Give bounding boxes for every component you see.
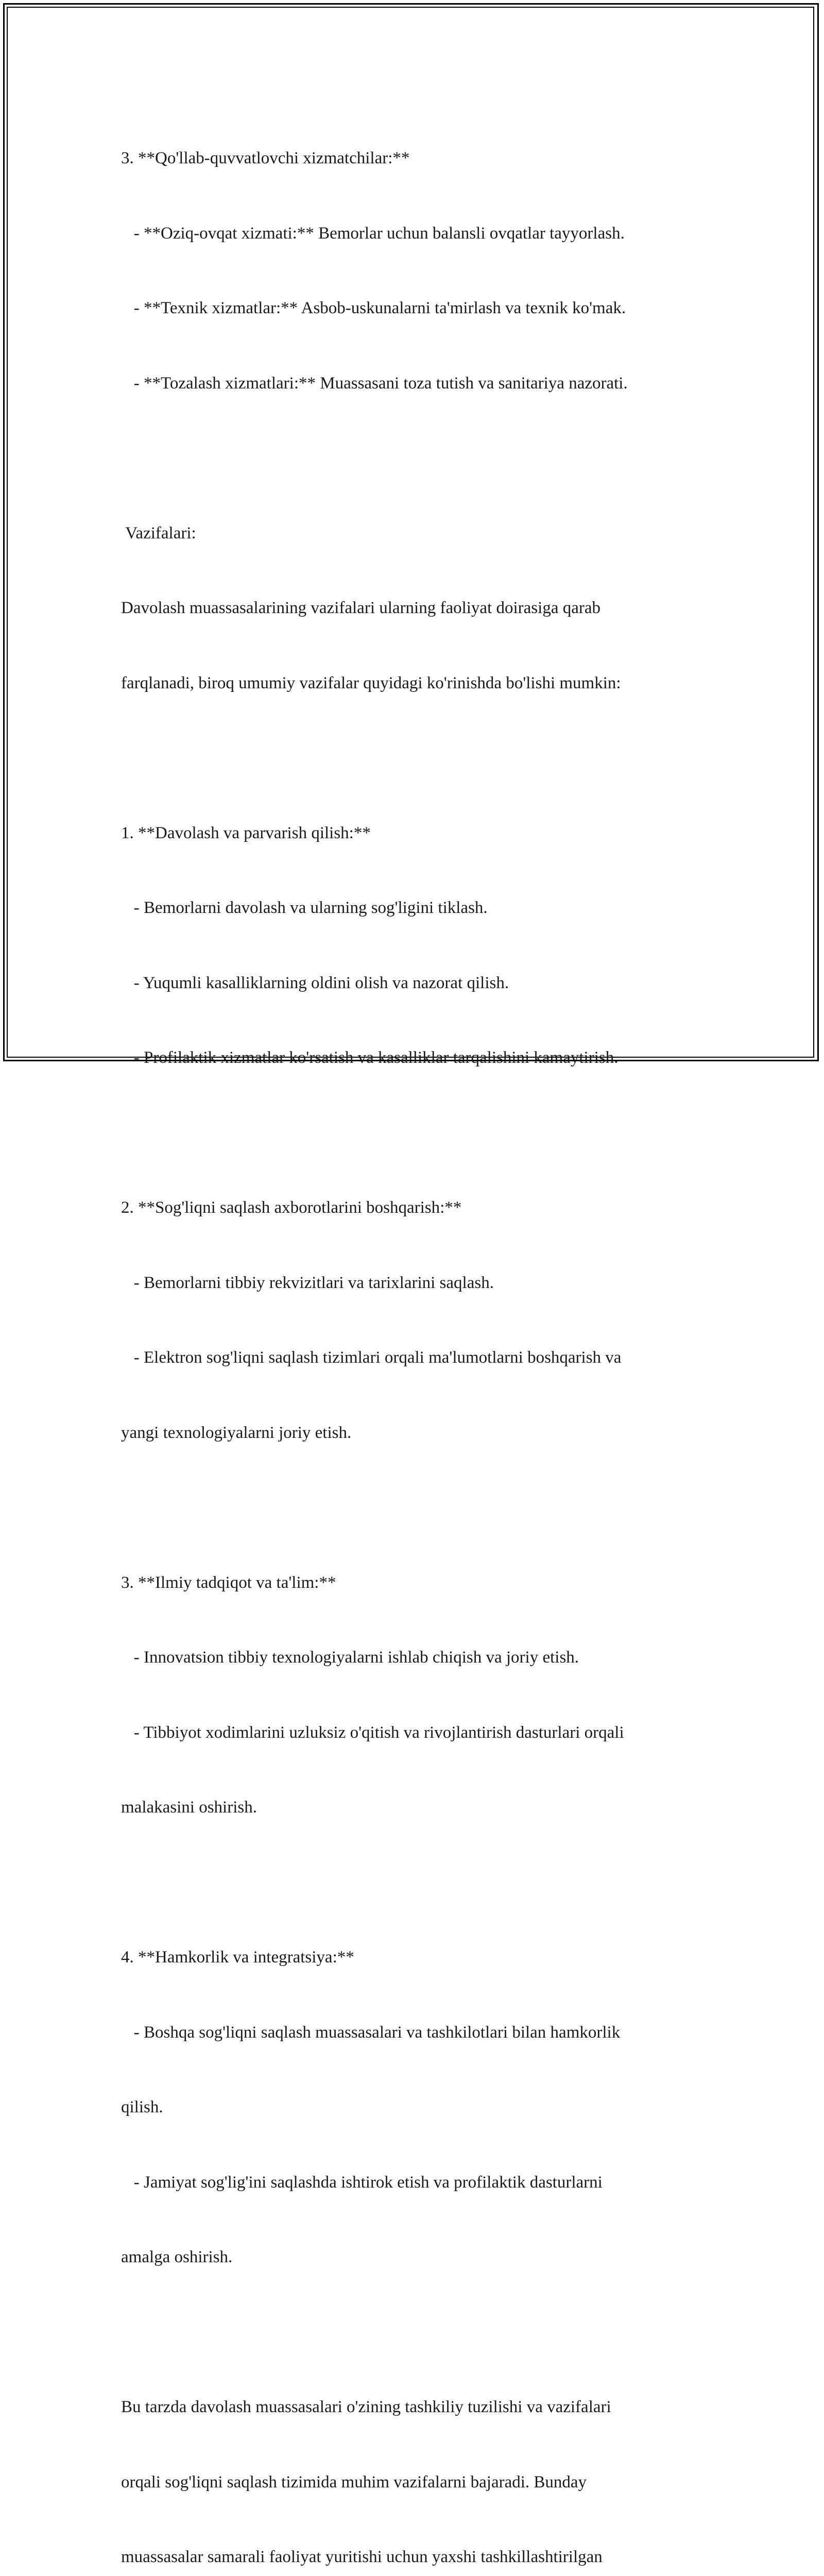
doc-line: farqlanadi, biroq umumiy vazifalar quyidagi ko'rinishda bo'lishi mumkin: (121, 673, 621, 692)
doc-line: 1. **Davolash va parvarish qilish:** (121, 823, 371, 842)
doc-blank-line (121, 1870, 703, 1895)
doc-blank-line (121, 745, 703, 771)
doc-line: 3. **Ilmiy tadqiqot va ta'lim:** (121, 1573, 336, 1592)
doc-line: Davolash muassasalarining vazifalari ularning faoliyat doirasiga qarab (121, 599, 600, 617)
doc-line: - **Tozalash xizmatlari:** Muassasani toza tutish va sanitariya nazorati. (121, 374, 628, 393)
doc-line: - Tibbiyot xodimlarini uzluksiz o'qitish va rivojlantirish dasturlari orqali (121, 1723, 624, 1742)
doc-line: yangi texnologiyalarni joriy etish. (121, 1423, 352, 1442)
doc-line: - Bemorlarni tibbiy rekvizitlari va tarixlarini saqlash. (121, 1273, 494, 1292)
doc-line: - Innovatsion tibbiy texnologiyalarni ishlab chiqish va joriy etish. (121, 1648, 579, 1667)
doc-blank-line (121, 1121, 703, 1146)
doc-line: malakasini oshirish. (121, 1798, 257, 1817)
doc-line: - Jamiyat sog'lig'ini saqlashda ishtirok etish va profilaktik dasturlarni (121, 2173, 603, 2192)
doc-line: - Yuqumli kasalliklarning oldini olish va nazorat qilish. (121, 973, 509, 992)
doc-line: - Elektron sog'liqni saqlash tizimlari orqali ma'lumotlarni boshqarish va (121, 1348, 622, 1367)
doc-line: - Boshqa sog'liqni saqlash muassasalari va tashkilotlari bilan hamkorlik (121, 2023, 621, 2042)
doc-line: muassasalar samarali faoliyat yuritishi uchun yaxshi tashkillashtirilgan (121, 2548, 603, 2566)
doc-line: 3. **Qo'llab-quvvatlovchi xizmatchilar:** (121, 149, 410, 167)
doc-blank-line (121, 2320, 703, 2345)
doc-line: - Profilaktik xizmatlar ko'rsatish va kasalliklar tarqalishini kamaytirish. (121, 1048, 619, 1067)
doc-line: 2. **Sog'liqni saqlash axborotlarini boshqarish:** (121, 1198, 462, 1217)
doc-blank-line (121, 1495, 703, 1520)
doc-line: - Bemorlarni davolash va ularning sog'ligini tiklash. (121, 899, 488, 917)
doc-blank-line (121, 446, 703, 471)
doc-line: - **Oziq-ovqat xizmati:** Bemorlar uchun balansli ovqatlar tayyorlash. (121, 224, 625, 243)
doc-line: orqali sog'liqni saqlash tizimida muhim vazifalarni bajaradi. Bunday (121, 2472, 587, 2492)
doc-line: 4. **Hamkorlik va integratsiya:** (121, 1948, 354, 1967)
doc-line: Vazifalari: (121, 523, 196, 543)
doc-line: qilish. (121, 2098, 163, 2116)
doc-line: - **Texnik xizmatlar:** Asbob-uskunalarni ta'mirlash va texnik ko'mak. (121, 299, 626, 317)
doc-line: Bu tarzda davolash muassasalari o'zining tashkiliy tuzilishi va vazifalari (121, 2398, 611, 2416)
document-body (121, 96, 703, 2576)
doc-line: amalga oshirish. (121, 2248, 233, 2266)
